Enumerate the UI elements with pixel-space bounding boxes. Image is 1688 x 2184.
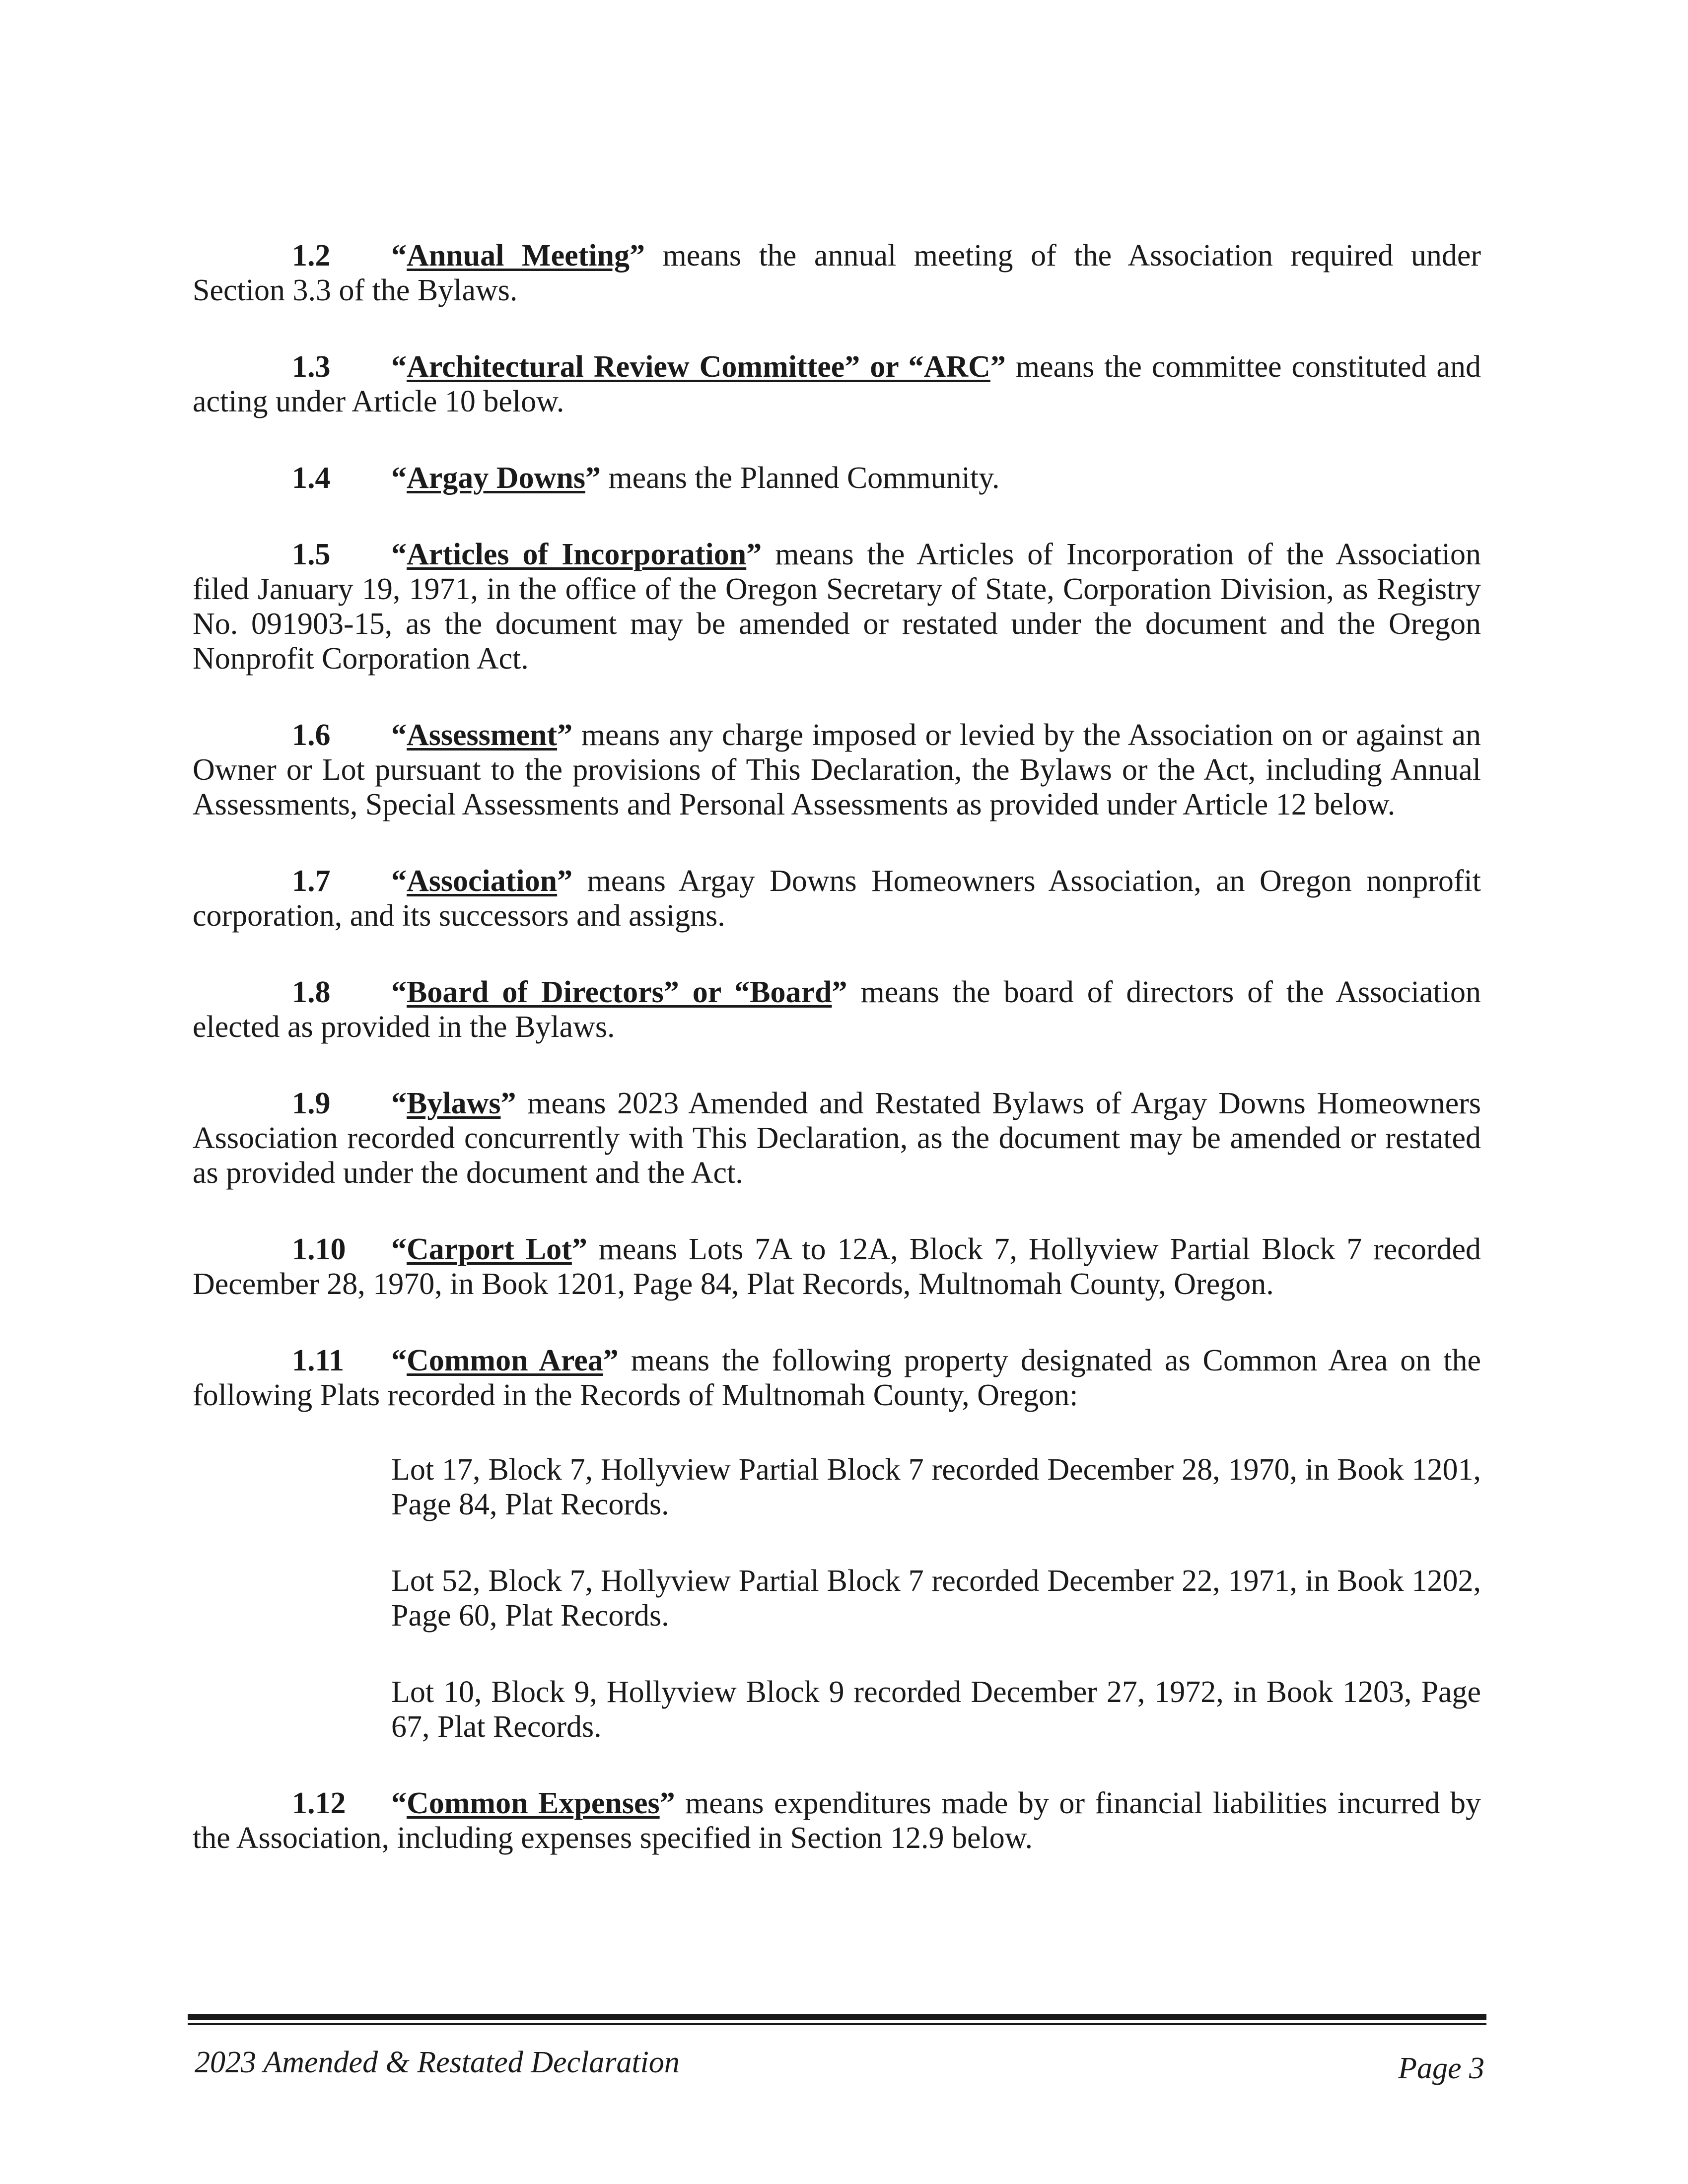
definition-1-5 bbox=[193, 537, 1481, 676]
definition-text: means the annual meeting of the Association required under Section 3.3 of the Bylaws. bbox=[193, 239, 1481, 307]
defined-term: “Argay Downs” bbox=[391, 461, 601, 495]
document-body bbox=[193, 238, 1481, 1897]
defined-term: “Common Expenses” bbox=[391, 1786, 675, 1820]
section-number: 1.2 bbox=[292, 239, 331, 273]
defined-term: “Assessment” bbox=[391, 718, 573, 752]
defined-term: “Board of Directors” or “Board” bbox=[391, 975, 847, 1009]
footer-document-title: 2023 Amended & Restated Declaration bbox=[195, 2046, 680, 2079]
definition-1-6 bbox=[193, 718, 1481, 822]
definition-1-7 bbox=[193, 864, 1481, 933]
defined-term: “Bylaws” bbox=[391, 1087, 516, 1120]
footer-rule-thin bbox=[188, 2023, 1486, 2025]
footer-page-number: Page 3 bbox=[1398, 2051, 1484, 2085]
definition-1-11 bbox=[193, 1343, 1481, 1413]
definition-1-4 bbox=[193, 461, 1481, 495]
section-number: 1.3 bbox=[292, 350, 331, 384]
defined-term: “Articles of Incorporation” bbox=[391, 538, 762, 571]
definition-text: means 2023 Amended and Restated Bylaws of Argay Downs Homeowners Association recorded concurrently with This Declaration, as the document may be amended or restated as provided under the document and the Act. bbox=[193, 1087, 1481, 1190]
definition-1-10 bbox=[193, 1232, 1481, 1301]
section-number: 1.5 bbox=[292, 538, 331, 571]
section-number: 1.4 bbox=[292, 461, 331, 495]
section-number: 1.7 bbox=[292, 864, 331, 898]
common-area-item: Lot 17, Block 7, Hollyview Partial Block 7 recorded December 28, 1970, in Book 1201, Page 84, Plat Records. bbox=[391, 1453, 1481, 1521]
definition-1-2 bbox=[193, 238, 1481, 308]
defined-term: “Carport Lot” bbox=[391, 1232, 587, 1266]
definition-1-8 bbox=[193, 975, 1481, 1044]
definition-text: means expenditures made by or financial liabilities incurred by the Association, including expenses specified in Section 12.9 below. bbox=[193, 1786, 1481, 1855]
section-number: 1.12 bbox=[292, 1786, 346, 1820]
common-area-list bbox=[193, 1452, 1481, 1744]
definition-1-9 bbox=[193, 1086, 1481, 1190]
footer-rule bbox=[188, 2014, 1486, 2020]
defined-term: “Common Area” bbox=[391, 1344, 619, 1377]
definition-text: means the board of directors of the Association elected as provided in the Bylaws. bbox=[193, 975, 1481, 1044]
defined-term: “Architectural Review Committee” or “ARC” bbox=[391, 350, 1006, 384]
definition-1-12 bbox=[193, 1786, 1481, 1855]
definition-1-3 bbox=[193, 349, 1481, 419]
section-number: 1.6 bbox=[292, 718, 331, 752]
definition-text: means the Articles of Incorporation of the Association filed January 19, 1971, in the office of the Oregon Secretary of State, Corporation Division, as Registry No. 091903-15, as the document may be amended or restated under the document and the Oregon Nonprofit Corporation Act. bbox=[193, 538, 1481, 676]
definition-text: means the following property designated as Common Area on the following Plats recorded in the Records of Multnomah County, Oregon: bbox=[193, 1344, 1481, 1412]
common-area-item: Lot 52, Block 7, Hollyview Partial Block 7 recorded December 22, 1971, in Book 1202, Page 60, Plat Records. bbox=[391, 1564, 1481, 1633]
definition-text: means the committee constituted and acting under Article 10 below. bbox=[193, 350, 1481, 418]
defined-term: “Annual Meeting” bbox=[391, 239, 645, 273]
definition-text: means Lots 7A to 12A, Block 7, Hollyview Partial Block 7 recorded December 28, 1970, in Book 1201, Page 84, Plat Records, Multnomah County, Oregon. bbox=[193, 1232, 1481, 1301]
definition-text: means the Planned Community. bbox=[600, 461, 1000, 495]
definition-text: means Argay Downs Homeowners Association, an Oregon nonprofit corporation, and its successors and assigns. bbox=[193, 864, 1481, 933]
definition-text: means any charge imposed or levied by the Association on or against an Owner or Lot pursuant to the provisions of This Declaration, the Bylaws or the Act, including Annual Assessments, Special Assessments and Personal Assessments as provided under Article 12 below. bbox=[193, 718, 1481, 821]
section-number: 1.11 bbox=[292, 1344, 345, 1377]
section-number: 1.8 bbox=[292, 975, 331, 1009]
common-area-item: Lot 10, Block 9, Hollyview Block 9 recorded December 27, 1972, in Book 1203, Page 67, Plat Records. bbox=[391, 1675, 1481, 1744]
section-number: 1.9 bbox=[292, 1087, 331, 1120]
section-number: 1.10 bbox=[292, 1232, 346, 1266]
defined-term: “Association” bbox=[391, 864, 573, 898]
